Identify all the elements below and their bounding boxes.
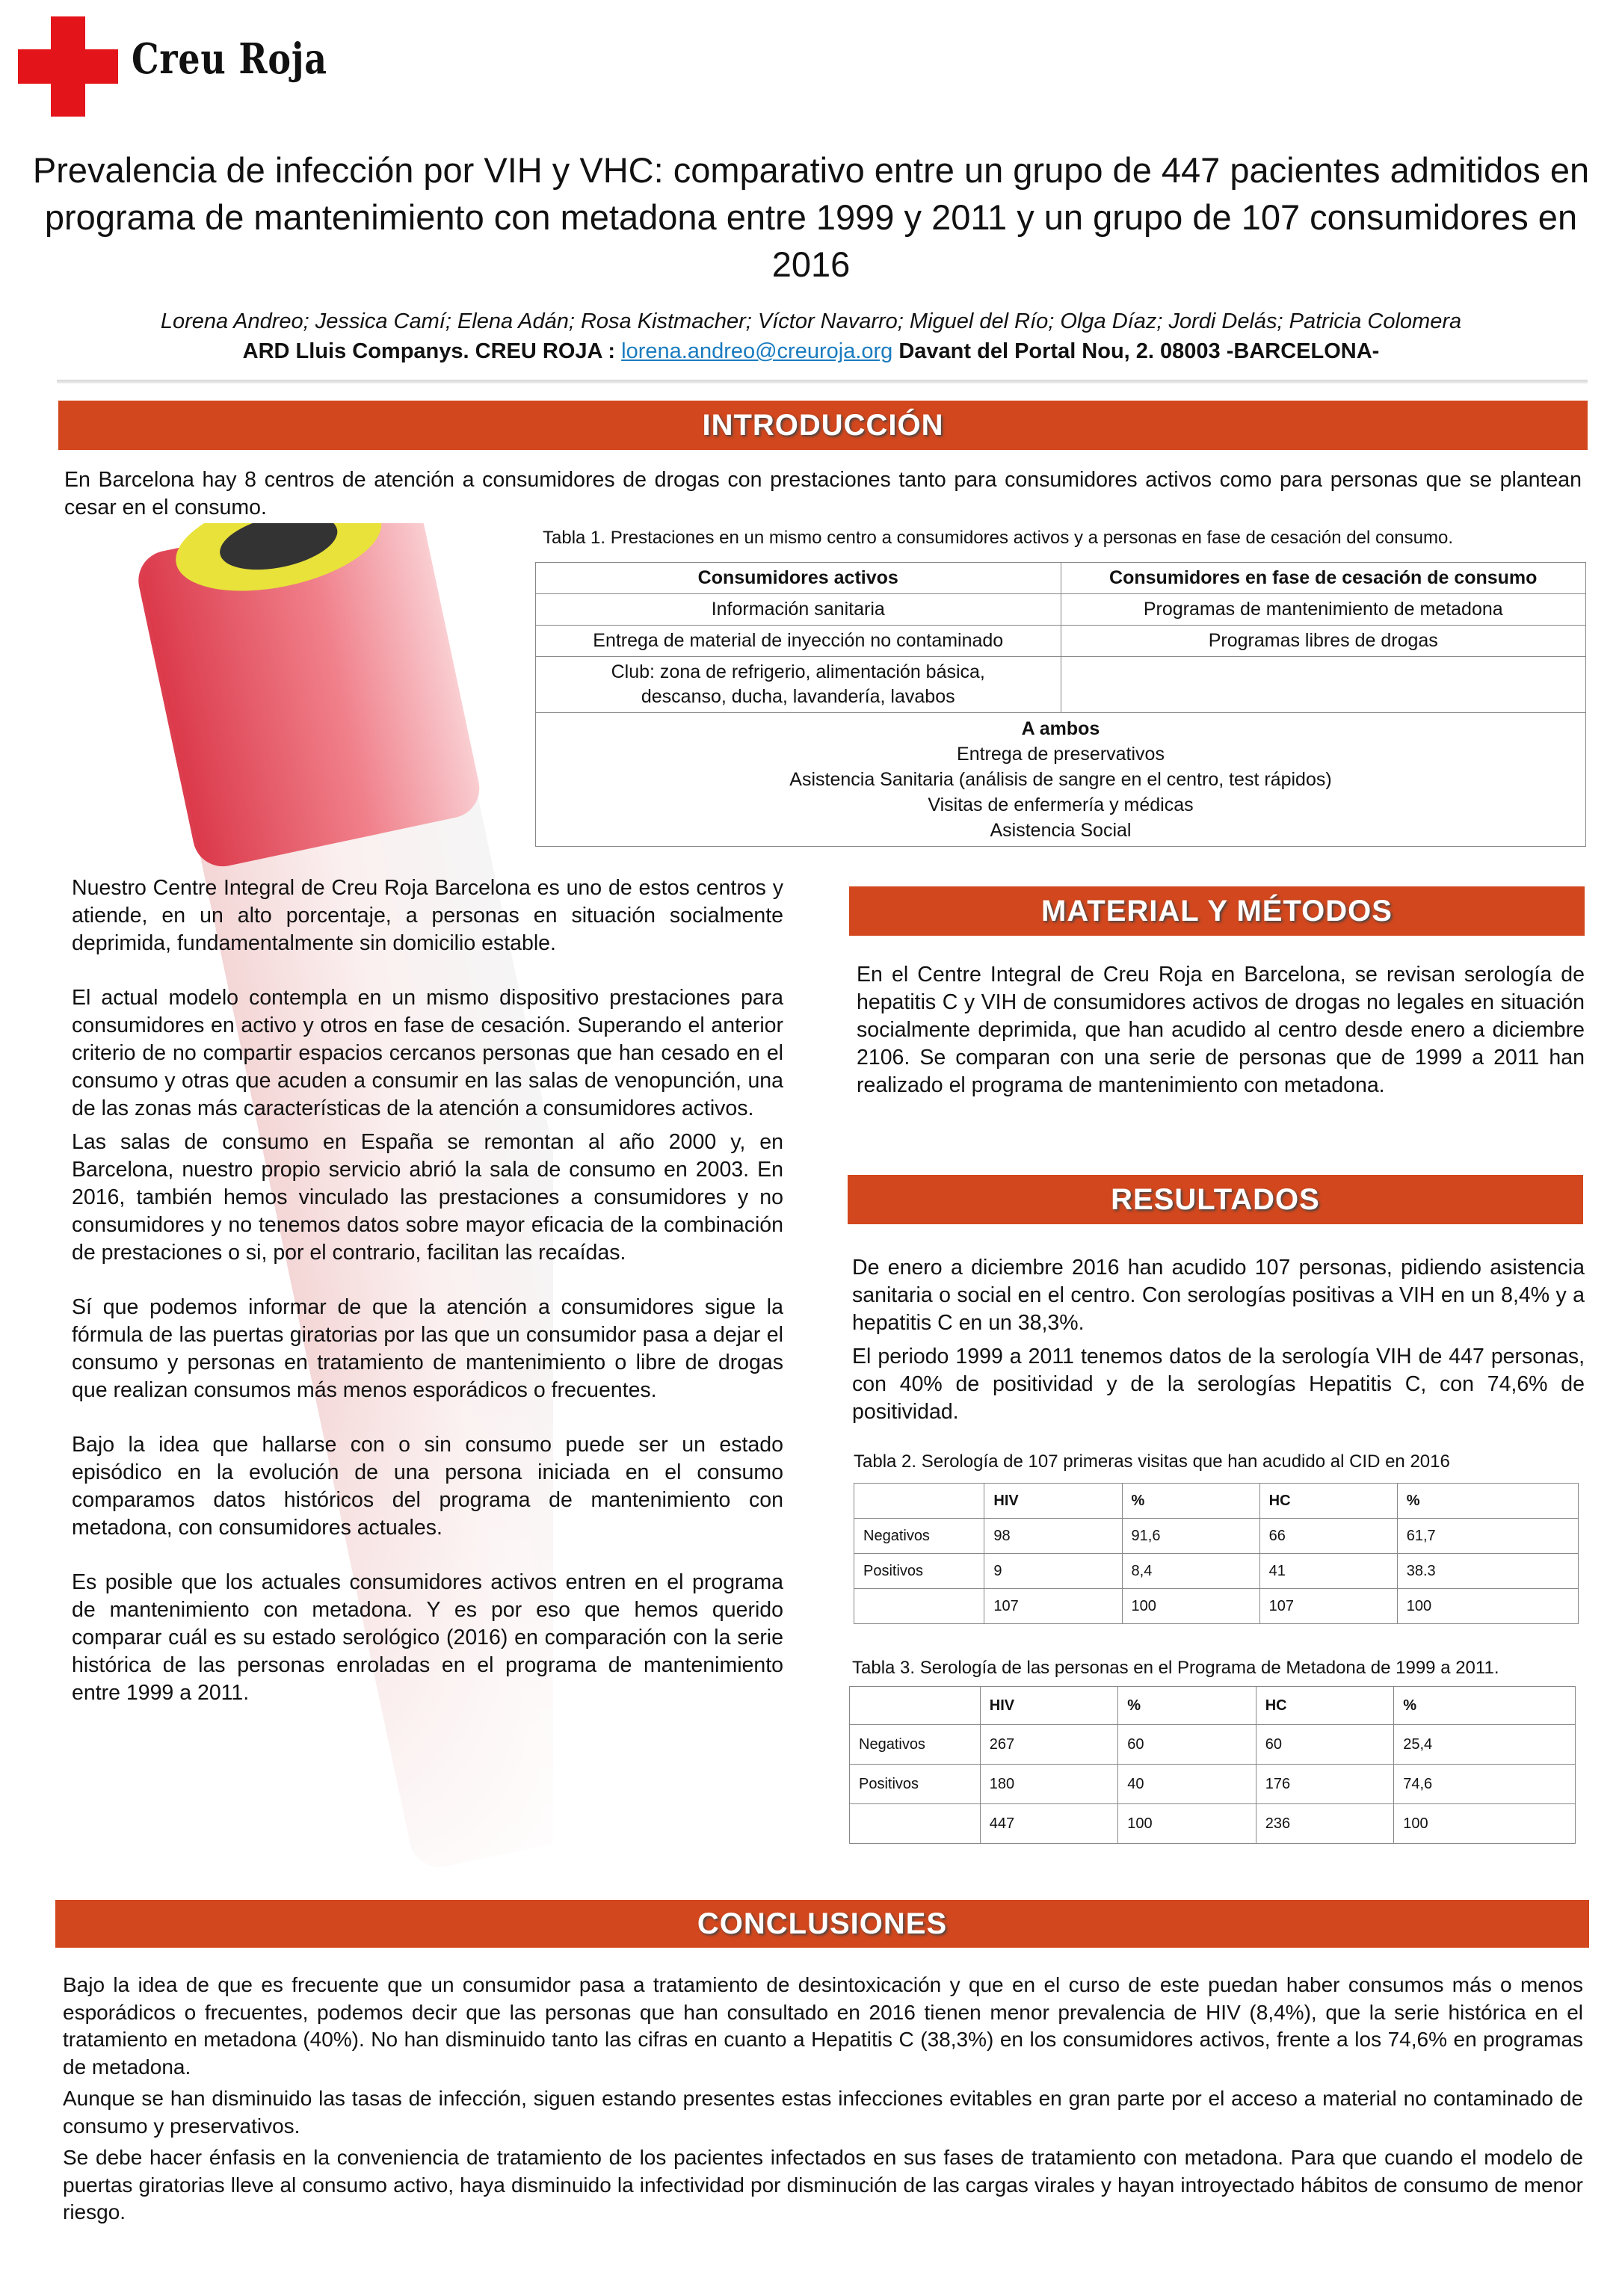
tabla1-ambos-item: Asistencia Social [990, 820, 1132, 841]
table-cell: % [1122, 1484, 1259, 1519]
left-paragraph: Bajo la idea que hallarse con o sin consumo puede ser un estado episódico en la evolución de una persona iniciada en el consumo comparamos datos históricos del programa de mantenimiento con metadona, con consumidores actuales. [72, 1433, 783, 1540]
table-cell: % [1118, 1687, 1256, 1725]
table-row [536, 713, 1586, 847]
table-cell: 107 [1259, 1589, 1397, 1624]
tabla1-ambos-title: A ambos [1021, 718, 1100, 739]
table-cell: % [1397, 1484, 1578, 1519]
conclusiones-heading: CONCLUSIONES [55, 1900, 1589, 1948]
table-cell: 8,4 [1122, 1554, 1259, 1589]
tabla3-caption: Tabla 3. Serología de las personas en el Programa de Metadona de 1999 a 2011. [852, 1658, 1499, 1678]
table-cell: 60 [1118, 1725, 1256, 1765]
table-cell: 60 [1256, 1725, 1393, 1765]
table-cell: HC [1256, 1687, 1393, 1725]
table-cell: Información sanitaria [536, 594, 1061, 626]
tabla1 [535, 562, 1586, 847]
table-cell [1061, 657, 1586, 713]
affiliation-address: Davant del Portal Nou, 2. 08003 -BARCELONA- [892, 339, 1380, 363]
table-cell [854, 1589, 984, 1624]
table-cell: 61,7 [1397, 1519, 1578, 1554]
table-cell: 91,6 [1122, 1519, 1259, 1554]
tabla1-col2-header: Consumidores en fase de cesación de consumo [1061, 563, 1586, 594]
table-cell: Programas libres de drogas [1061, 626, 1586, 657]
resultados-heading: RESULTADOS [848, 1175, 1583, 1224]
table-cell: 40 [1118, 1765, 1256, 1804]
left-paragraph: El actual modelo contempla en un mismo dispositivo prestaciones para consumidores en activo y otros en fase de cesación. Superando el anterior criterio de no compartir espacios cercanos personas que han cesado en el consumo y otras que acuden a consumir en las salas de venopunción, una de las zonas más características de la atención a consumidores activos. [72, 986, 783, 1120]
table-cell: 447 [980, 1804, 1117, 1844]
logo-text: Creu Roja [132, 34, 327, 84]
left-paragraph: Nuestro Centre Integral de Creu Roja Barcelona es uno de estos centros y atiende, en un alto porcentaje, a personas en situación socialmente deprimida, fundamentalmente sin domicilio estable. [72, 876, 783, 955]
table-cell: HIV [984, 1484, 1122, 1519]
table-row [854, 1589, 1579, 1624]
table-row [536, 626, 1586, 657]
tabla3 [849, 1686, 1576, 1844]
left-paragraph: Las salas de consumo en España se remontan al año 2000 y, en Barcelona, nuestro propio servicio abrió la sala de consumo en 2003. En 2016, también hemos vinculado las prestaciones a consumidores y no consumidores y no tenemos datos sobre mayor eficacia de la combinación de prestaciones o si, por el contrario, facilitan las recaídas. [72, 1130, 783, 1265]
table-row [850, 1725, 1576, 1765]
table-header-row [854, 1484, 1579, 1519]
left-paragraph: Sí que podemos informar de que la atención a consumidores sigue la fórmula de las puertas giratorias por las que un consumidor pasa a dejar el consumo y personas en tratamiento de mantenimiento o libre de drogas que realizan consumos más menos esporádicos o frecuentes. [72, 1295, 783, 1402]
tabla2 [854, 1483, 1579, 1624]
introduccion-heading: INTRODUCCIÓN [58, 401, 1588, 450]
authors: Lorena Andreo; Jessica Camí; Elena Adán; Rosa Kistmacher; Víctor Navarro; Miguel del Río; Olga Díaz; Jordi Delás; Patricia Colomera [160, 309, 1462, 333]
table-cell: 100 [1122, 1589, 1259, 1624]
poster-title: Prevalencia de infección por VIH y VHC: comparativo entre un grupo de 447 pacientes admitidos en programa de mantenimiento con metadona entre 1999 y 2011 y un grupo de 107 consumidores en 2016 [32, 150, 1590, 284]
tabla1-caption: Tabla 1. Prestaciones en un mismo centro a consumidores activos y a personas en fase de cesación del consumo. [543, 528, 1453, 548]
table-cell: 41 [1259, 1554, 1397, 1589]
table-cell: 98 [984, 1519, 1122, 1554]
conclusiones-paragraph: Se debe hacer énfasis en la conveniencia de tratamiento de los pacientes infectados en sus fases de tratamiento con metadona. Para que cuando el modelo de puertas giratorias lleve al consumo activo, haya disminuido la infectividad por disminución de las cargas virales y hayan introyectado hábitos de consumo de menor riesgo. [63, 2146, 1583, 2224]
table-cell: 74,6 [1394, 1765, 1576, 1804]
table-cell: 66 [1259, 1519, 1397, 1554]
resultados-text [852, 1254, 1585, 1426]
tabla1-ambos-item: Asistencia Sanitaria (análisis de sangre en el centro, test rápidos) [789, 769, 1332, 790]
intro-paragraph: En Barcelona hay 8 centros de atención a consumidores de drogas con prestaciones tanto para consumidores activos como para personas que se plantean cesar en el consumo. [64, 468, 1582, 519]
table-cell: Positivos [854, 1554, 984, 1589]
tabla1-ambos-item: Visitas de enfermería y médicas [928, 794, 1194, 815]
header-divider [57, 380, 1588, 383]
affiliation [30, 338, 1592, 365]
table-row [536, 657, 1586, 713]
table-cell: Negativos [854, 1519, 984, 1554]
table-cell: 9 [984, 1554, 1122, 1589]
table-cell: Negativos [850, 1725, 981, 1765]
table-cell: 100 [1397, 1589, 1578, 1624]
table-cell: 107 [984, 1589, 1122, 1624]
table-cell: Entrega de material de inyección no contaminado [536, 626, 1061, 657]
metodos-heading: MATERIAL Y MÉTODOS [849, 886, 1585, 936]
resultados-paragraph: De enero a diciembre 2016 han acudido 107 personas, pidiendo asistencia sanitaria o social en el centro. Con serologías positivas a VIH en un 8,4% y a hepatitis C en un 38,3%. [852, 1256, 1585, 1335]
tabla1-ambos-cell [536, 713, 1586, 847]
table-cell: Positivos [850, 1765, 981, 1804]
table-cell: Programas de mantenimiento de metadona [1061, 594, 1586, 626]
table-header-row [850, 1687, 1576, 1725]
affiliation-name: ARD Lluis Companys. CREU ROJA : [242, 339, 622, 363]
table-row [850, 1804, 1576, 1844]
table-row [536, 594, 1586, 626]
metodos-paragraph: En el Centre Integral de Creu Roja en Barcelona, se revisan serología de hepatitis C y VIH de consumidores activos de drogas no legales en situación socialmente deprimida, que han acudido al centro desde enero a diciembre 2106. Se comparan con una serie de personas que de 1999 a 2011 han realizado el programa de mantenimiento con metadona. [857, 963, 1585, 1097]
table-cell: 180 [980, 1765, 1117, 1804]
table-cell: HC [1259, 1484, 1397, 1519]
table-cell: 100 [1394, 1804, 1576, 1844]
table-cell: 38.3 [1397, 1554, 1578, 1589]
table-row [854, 1519, 1579, 1554]
table-cell: 176 [1256, 1765, 1393, 1804]
email-link[interactable]: lorena.andreo@creuroja.org [621, 339, 893, 363]
table-cell: 100 [1118, 1804, 1256, 1844]
table-cell: 236 [1256, 1804, 1393, 1844]
resultados-paragraph: El periodo 1999 a 2011 tenemos datos de la serología VIH de 447 personas, con 40% de positividad y de la serologías Hepatitis C, con 74,6% de positividad. [852, 1345, 1585, 1424]
table-row [850, 1765, 1576, 1804]
table-cell: HIV [980, 1687, 1117, 1725]
table-cell [854, 1484, 984, 1519]
left-column [72, 874, 783, 1707]
table-row [854, 1554, 1579, 1589]
table-cell: 25,4 [1394, 1725, 1576, 1765]
table-cell: 267 [980, 1725, 1117, 1765]
table-cell: Club: zona de refrigerio, alimentación básica, descanso, ducha, lavandería, lavabos [536, 657, 1061, 713]
table-cell: % [1394, 1687, 1576, 1725]
table-cell [850, 1687, 981, 1725]
tabla1-col1-header: Consumidores activos [536, 563, 1061, 594]
conclusiones-paragraph: Bajo la idea de que es frecuente que un consumidor pasa a tratamiento de desintoxicación y que en el curso de este puedan haber consumos más o menos esporádicos o frecuentes, podemos decir que las personas que han consultado en 2016 tienen menor prevalencia de HIV (8,4%), que la serie histórica en el tratamiento en metadona (40%). No han disminuido tanto las cifras en cuanto a Hepatitis C (38,3%) en los consumidores activos, frente a los 74,6% en programas de metadona. [63, 1973, 1583, 2079]
red-cross-logo-icon [18, 16, 118, 117]
conclusiones-paragraph: Aunque se han disminuido las tasas de infección, siguen estando presentes estas infecciones evitables en gran parte por el acceso a material no contaminado de consumo y preservativos. [63, 2087, 1583, 2138]
table-cell [850, 1804, 981, 1844]
tabla2-caption: Tabla 2. Serología de 107 primeras visitas que han acudido al CID en 2016 [854, 1451, 1450, 1472]
left-paragraph: Es posible que los actuales consumidores activos entren en el programa de mantenimiento con metadona. Y es por eso que hemos querido comparar cuál es su estado serológico (2016) en comparación con la serie histórica de las personas enroladas en el programa de mantenimiento entre 1999 a 2011. [72, 1570, 783, 1705]
tabla1-ambos-item: Entrega de preservativos [957, 744, 1165, 765]
conclusiones-text [63, 1972, 1583, 2226]
